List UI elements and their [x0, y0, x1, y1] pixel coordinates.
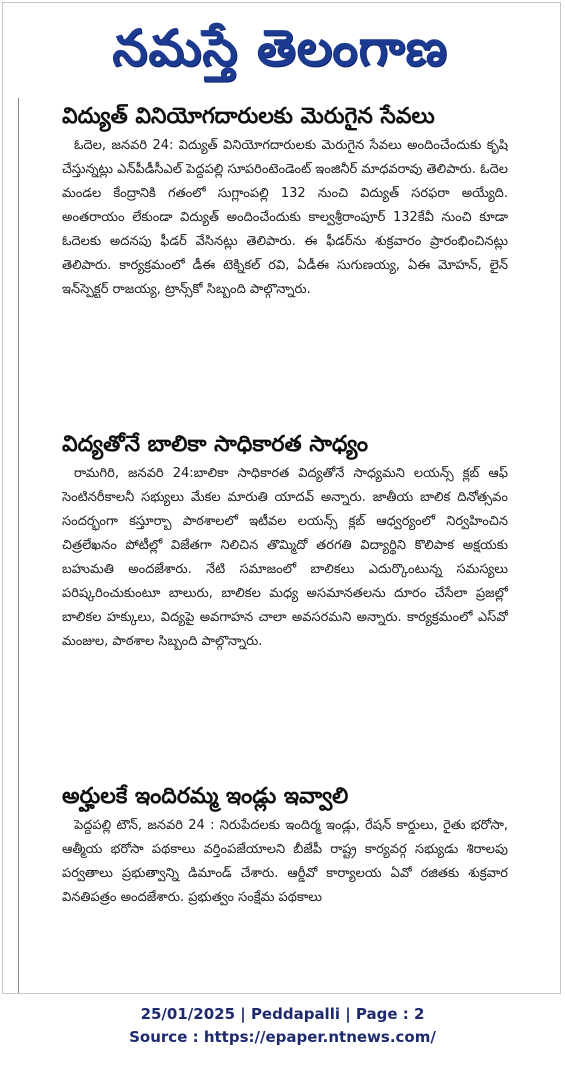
newspaper-masthead: నమస్తే తెలంగాణ: [112, 19, 448, 77]
article-column: [62, 100, 508, 996]
article-indiramma-houses: [62, 780, 508, 990]
article-body: రామగిరి, జనవరి 24:బాలికా సాధికారత విద్యతోనే సాధ్యమని లయన్స్ క్లబ్ ఆఫ్ సెంటినరీకాలనీ సభ్యులు మేకల మారుతి యాదవ్ అన్నారు. జాతీయ బాలిక దినోత్సవం సందర్భంగా కస్తూర్బా పాఠశాలలో ఇటీవల లయన్స్ క్లబ్ ఆధ్వర్యంలో నిర్వహించిన చిత్రలేఖనం పోటీల్లో విజేతగా నిలిచిన తొమ్మిదో తరగతి విద్యార్థిని కొలిపాక అక్షయకు బహుమతి అందజేశారు. నేటి సమాజంలో బాలికలు ఎదుర్కొంటున్న సమస్యలు పరిష్కరించుకుంటూ బాలురు, బాలికల మధ్య అసమానతలను దూరం చేసేలా ప్రజల్లో బాలికల హక్కులు, విద్యపై అవగాహన చాలా అవసరమని అన్నారు. కార్యక్రమంలో ఎస్‌వో మంజుల, పాఠశాల సిబ్బంది పాల్గొన్నారు.: [62, 466, 508, 649]
article-body: పెద్దపల్లి టౌన్, జనవరి 24 : నిరుపేదలకు ఇందిర్మ ఇండ్లు, రేషన్ కార్డులు, రైతు భరోసా, ఆత్మీయ భరోసా పథకాలు వర్తింపజేయాలని బీజేపీ రాష్ట్ర కార్యవర్గ సభ్యుడు శిరాలపు పర్వతాలు ప్రభుత్వాన్ని డిమాండ్ చేశారు. ఆర్డీవో కార్యాలయ ఏవో రజితకు శుక్రవార వినతిపత్రం అందజేశారు. ప్రభుత్వం సంక్షేమ పథకాలు: [62, 818, 508, 905]
article-headline: విద్యతోనే బాలికా సాధికారత సాధ్యం: [62, 432, 369, 457]
article-headline: విద్యుత్ వినియోగదారులకు మెరుగైన సేవలు: [62, 104, 435, 129]
edition-date-page: 25/01/2025 | Peddapalli | Page : 2: [140, 1005, 425, 1023]
column-divider: [18, 98, 19, 993]
source-link[interactable]: Source : https://epaper.ntnews.com/: [129, 1028, 436, 1046]
article-girl-empowerment: [62, 428, 508, 774]
article-body: ఓదెల, జనవరి 24: విద్యుత్ వినియోగదారులకు మెరుగైన సేవలు అందించేందుకు కృషి చేస్తున్నట్లు ఎన్‌పీడీసీఎల్ పెద్దపల్లి సూపరింటెండెంట్ ఇంజినీర్ మాధవరావు తెలిపారు. ఓదెల మండల కేంద్రానికి గతంలో సుగ్లాంపల్లి 132 నుంచి విద్యుత్ సరఫరా అయ్యేది. అంతరాయం లేకుండా విద్యుత్ అందించేందుకు కాల్వశ్రీరాంపూర్ 132కేవీ నుంచి కూడా ఓదెలకు అదనపు ఫీడర్ వేసినట్లు తెలిపారు. ఈ ఫీడర్‌ను శుక్రవారం ప్రారంభించినట్లు తెలిపారు. కార్యక్రమంలో డీఈ టెక్నికల్ రవి, ఏడీఈ సుగుణయ్య, ఏఈ మోహన్, లైన్ ఇన్‌స్పెక్టర్ రాజయ్య, ట్రాన్స్‌కో సిబ్బంది పాల్గొన్నారు.: [62, 138, 508, 297]
article-electricity: [62, 100, 508, 422]
article-headline: అర్హులకే ఇందిరమ్మ ఇండ్లు ఇవ్వాలి: [62, 784, 349, 809]
page-footer: [0, 1003, 565, 1049]
